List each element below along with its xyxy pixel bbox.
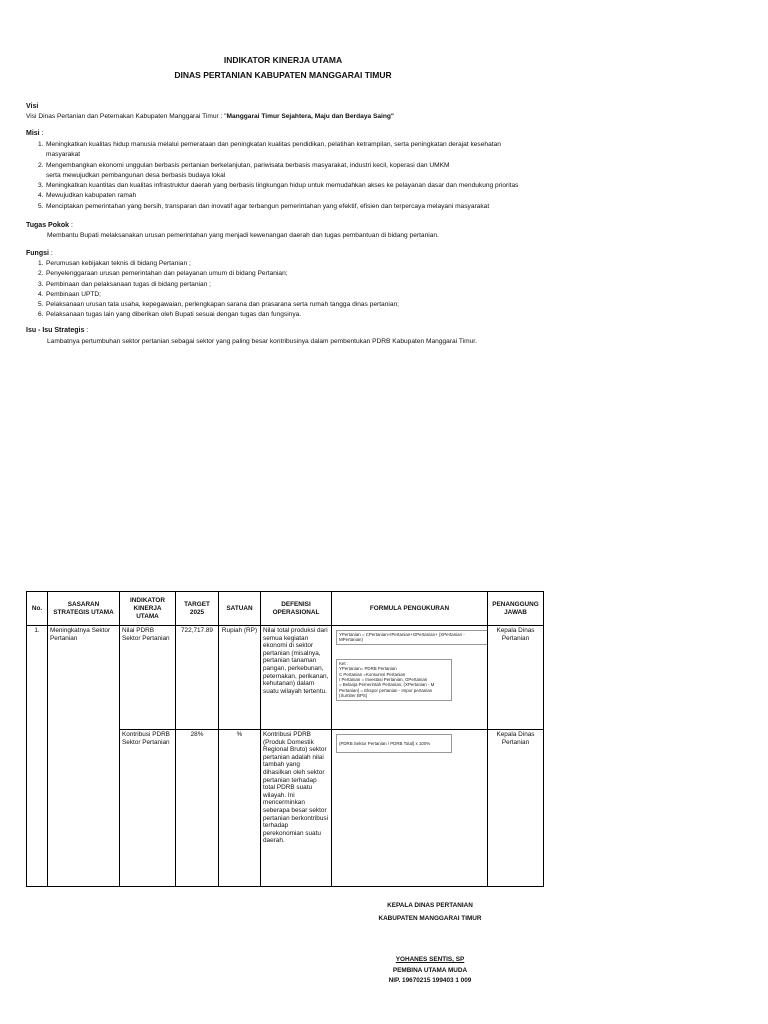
list-item bbox=[38, 259, 399, 269]
cell-indikator: Nilai PDRB Sektor Pertanian bbox=[120, 626, 176, 730]
list-item-number: 1. bbox=[38, 260, 44, 267]
signature-nip: NIP. 19670215 199403 1 009 bbox=[388, 977, 472, 984]
list-item-text: Mewujudkan kabupaten ramah bbox=[46, 192, 137, 200]
list-item bbox=[38, 310, 399, 320]
list-item-text-continued: masyarakat bbox=[46, 151, 81, 159]
cell-target: 722,717.89 bbox=[176, 626, 219, 730]
list-item-text: Penyelenggaraan urusan pemerintahan dan pelayanan umum di bidang Pertanian; bbox=[46, 270, 288, 278]
header-target: TARGET 2025 bbox=[176, 592, 219, 626]
header-sasaran: SASARAN STRATEGIS UTAMA bbox=[48, 592, 120, 626]
list-item-number: 4. bbox=[38, 290, 44, 298]
tugas-pokok-label: Tugas Pokok : bbox=[26, 222, 73, 229]
cell-formula bbox=[332, 730, 488, 887]
cell-satuan: % bbox=[219, 730, 261, 887]
list-item-text: Pelaksanaan urusan tata usaha, kepegawaian, perlengkapan sarana dan prasarana serta rumah tangga dinas pertanian; bbox=[46, 301, 400, 309]
list-item-text: Menciptakan pemerintahan yang bersih, transparan dan inovatif agar terbangun pemerintahan yang efektif, efisien dan terpercaya melayani masyarakat bbox=[46, 202, 490, 210]
list-item bbox=[38, 161, 518, 182]
signature-name: YOHANES SENTIS, SP bbox=[395, 956, 465, 963]
list-item-text: Perumusan kebijakan teknis di bidang Pertanian ; bbox=[46, 260, 191, 267]
formula-box-ket bbox=[336, 659, 452, 701]
fungsi-list bbox=[38, 259, 399, 321]
list-item-number: 5. bbox=[38, 202, 44, 210]
list-item-number: 2. bbox=[38, 270, 44, 278]
isu-text: Lambatnya pertumbuhan sektor pertanian sebagai sektor yang paling besar kontribusinya dalam pembentukan PDRB Kabupaten Manggarai Timur. bbox=[47, 338, 477, 345]
visi-text-bold: Manggarai Timur Sejahtera, Maju dan Berdaya Saing" bbox=[226, 113, 395, 120]
header-indikator: INDIKATOR KINERJA UTAMA bbox=[120, 592, 176, 626]
document-subtitle: DINAS PERTANIAN KABUPATEN MANGGARAI TIMUR bbox=[174, 70, 392, 80]
header-definisi: DEFENISI OPERASIONAL bbox=[261, 592, 332, 626]
cell-definisi: Nilai total produksi dari semua kegiatan ekonomi di sektor pertanian (misalnya, pertanian tanaman pangan, perkebunan, peternakan, perikanan, kehutanan) dalam suatu wilayah tertentu. bbox=[261, 626, 332, 730]
iku-table bbox=[26, 591, 544, 887]
visi-text bbox=[26, 112, 394, 122]
list-item-text: Mengembangkan ekonomi unggulan berbasis pertanian berkelanjutan, pariwisata berbasis masyarakat, industri kecil, koperasi dan UMKM bbox=[46, 161, 450, 169]
list-item bbox=[38, 202, 518, 212]
cell-satuan: Rupiah (RP) bbox=[219, 626, 261, 730]
formula-box-main: YPertanian = CPertanian+IPertanian+GPertanian+ (XPertanian - MPertanian) bbox=[336, 630, 488, 645]
list-item-text-continued: serta mewujudkan pembangunan desa berbasis budaya lokal bbox=[46, 171, 226, 179]
header-formula: FORMULA PENGUKURAN bbox=[332, 592, 488, 626]
misi-label: Misi : bbox=[26, 130, 44, 137]
list-item-number: 1. bbox=[38, 141, 44, 148]
list-item-number: 5. bbox=[38, 301, 44, 309]
cell-no: 1. bbox=[27, 626, 48, 887]
list-item bbox=[38, 191, 518, 201]
document-title: INDIKATOR KINERJA UTAMA bbox=[223, 55, 343, 65]
visi-text-prefix: Visi Dinas Pertanian dan Peternakan Kabupaten Manggarai Timur : " bbox=[26, 113, 227, 120]
list-item-text: Meningkatkan kuantitas dan kualitas infrastruktur daerah yang berbasis lingkungan hidup untuk memudahkan akses ke pelayanan dasar dan mendukung prioritas bbox=[46, 182, 519, 190]
list-item bbox=[38, 280, 399, 290]
header-satuan: SATUAN bbox=[219, 592, 261, 626]
cell-formula bbox=[332, 626, 488, 730]
list-item-text: Pembinaan UPTD; bbox=[46, 290, 101, 298]
list-item-text: Pelaksanaan tugas lain yang diberikan oleh Bupati sesuai dengan tugas dan fungsinya. bbox=[46, 311, 302, 319]
list-item-number: 6. bbox=[38, 311, 44, 319]
list-item-number: 4. bbox=[38, 192, 44, 200]
cell-indikator: Kontribusi PDRB Sektor Pertanian bbox=[120, 730, 176, 887]
list-item-number: 3. bbox=[38, 182, 44, 190]
cell-sasaran: Meningkatnya Sektor Pertanian bbox=[48, 626, 120, 887]
list-item bbox=[38, 300, 399, 310]
tugas-pokok-text: Membantu Bupati melaksanakan urusan pemerintahan yang menjadi kewenangan daerah dan tugas pembantuan di bidang pertanian. bbox=[47, 232, 439, 239]
header-no: No. bbox=[27, 592, 48, 626]
misi-list bbox=[38, 140, 518, 212]
list-item bbox=[38, 290, 399, 300]
formula-ket-label: Ket : bbox=[339, 660, 349, 666]
signature-title-1: KEPALA DINAS PERTANIAN bbox=[387, 902, 473, 909]
signature-title-2: KABUPATEN MANGGARAI TIMUR bbox=[378, 915, 482, 922]
table-row bbox=[27, 626, 544, 730]
cell-target: 28% bbox=[176, 730, 219, 887]
list-item-text: Meningkatkan kualitas hidup manusia melalui pemerataan dan peningkatan kualitas pendidikan, pelatihan ketrampilan, serta peningkatan derajat kesehatan bbox=[46, 141, 501, 148]
signature-rank: PEMBINA UTAMA MUDA bbox=[392, 967, 468, 974]
visi-label: Visi bbox=[26, 103, 39, 110]
list-item bbox=[38, 181, 518, 191]
list-item bbox=[38, 269, 399, 279]
header-penanggung: PENANGGUNG JAWAB bbox=[488, 592, 544, 626]
list-item-number: 3. bbox=[38, 280, 44, 288]
list-item-number: 2. bbox=[38, 161, 44, 169]
cell-definisi: Kontribusi PDRB (Produk Domestik Regional Bruto) sektor pertanian adalah nilai tambah yang dihasilkan oleh sektor pertanian terhadap total PDRB suatu wilayah. Ini mencerminkan seberapa besar sektor pertanian berkontribusi terhadap perekonomian suatu daerah. bbox=[261, 730, 332, 887]
list-item-text: Pembinaan dan pelaksanaan tugas di bidang pertanian ; bbox=[46, 280, 211, 288]
table-header-row bbox=[27, 592, 544, 626]
formula-ket-text: YPertanian= PDRB Pertanian C Pertanian =Konsumsi Pertanian I Pertanian = Investasi Pertanian, GPertanian = Belanja Pemerintah Pertanian, (XPertanian - M Pertanian) = Ekspor pertanian - Impor pertanian (Sumber BPS) bbox=[339, 666, 435, 699]
formula-box: (PDRB Sektor Pertanian / PDRB Total) x 100% bbox=[336, 734, 452, 753]
fungsi-label: Fungsi : bbox=[26, 250, 53, 257]
cell-penanggung: Kepala Dinas Pertanian bbox=[488, 730, 544, 887]
list-item bbox=[38, 140, 518, 161]
cell-penanggung: Kepala Dinas Pertanian bbox=[488, 626, 544, 730]
isu-label: Isu - Isu Strategis : bbox=[26, 327, 89, 334]
